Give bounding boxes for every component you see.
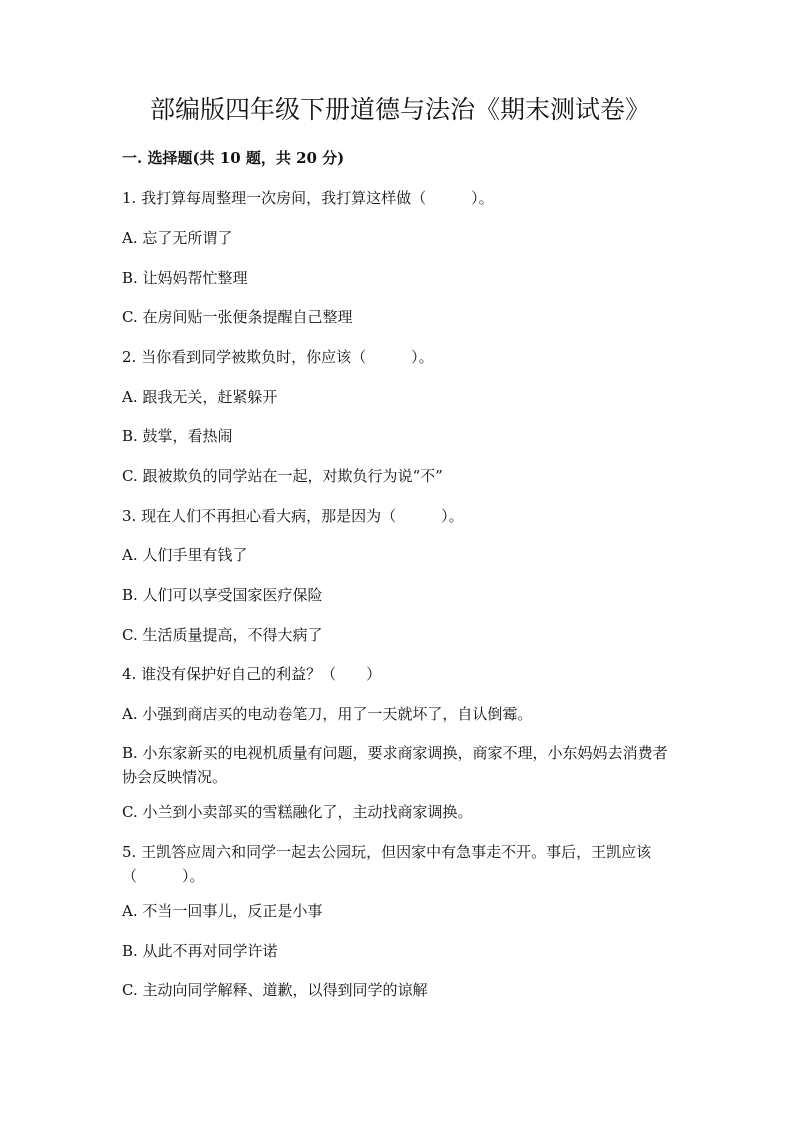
- option-a: A. 人们手里有钱了: [122, 546, 248, 564]
- option-b: B. 让妈妈帮忙整理: [122, 269, 248, 287]
- option-a: A. 跟我无关，赶紧躲开: [122, 388, 278, 406]
- question-stem: 4. 谁没有保护好自己的利益？（ ）: [122, 665, 382, 683]
- option-b: B. 小东家新买的电视机质量有问题，要求商家调换，商家不理，小东妈妈去消费者协会反映情况。: [122, 744, 668, 786]
- option-a: A. 不当一回事儿，反正是小事: [122, 902, 323, 920]
- option-c: C. 跟被欺负的同学站在一起，对欺负行为说“不”: [122, 467, 443, 485]
- question-stem: 5. 王凯答应周六和同学一起去公园玩，但因家中有急事走不开。事后，王凯应该（ ）。: [122, 843, 652, 885]
- option-c: C. 主动向同学解释、道歉，以得到同学的谅解: [122, 981, 428, 999]
- option-a: A. 忘了无所谓了: [122, 229, 233, 247]
- question-stem: 3. 现在人们不再担心看大病，那是因为（ ）。: [122, 507, 464, 525]
- option-b: B. 人们可以享受国家医疗保险: [122, 586, 323, 604]
- section-heading: 一. 选择题(共 10 题，共 20 分): [122, 149, 345, 167]
- option-a: A. 小强到商店买的电动卷笔刀，用了一天就坏了，自认倒霉。: [122, 705, 533, 723]
- option-c: C. 小兰到小卖部买的雪糕融化了，主动找商家调换。: [122, 803, 473, 821]
- option-b: B. 鼓掌，看热闹: [122, 427, 233, 445]
- option-c: C. 生活质量提高，不得大病了: [122, 626, 323, 644]
- question-stem: 1. 我打算每周整理一次房间，我打算这样做（ ）。: [122, 189, 494, 207]
- question-stem: 2. 当你看到同学被欺负时，你应该（ ）。: [122, 348, 434, 366]
- option-c: C. 在房间贴一张便条提醒自己整理: [122, 308, 353, 326]
- page-title: 部编版四年级下册道德与法治《期末测试卷》: [149, 95, 650, 124]
- option-b: B. 从此不再对同学许诺: [122, 942, 278, 960]
